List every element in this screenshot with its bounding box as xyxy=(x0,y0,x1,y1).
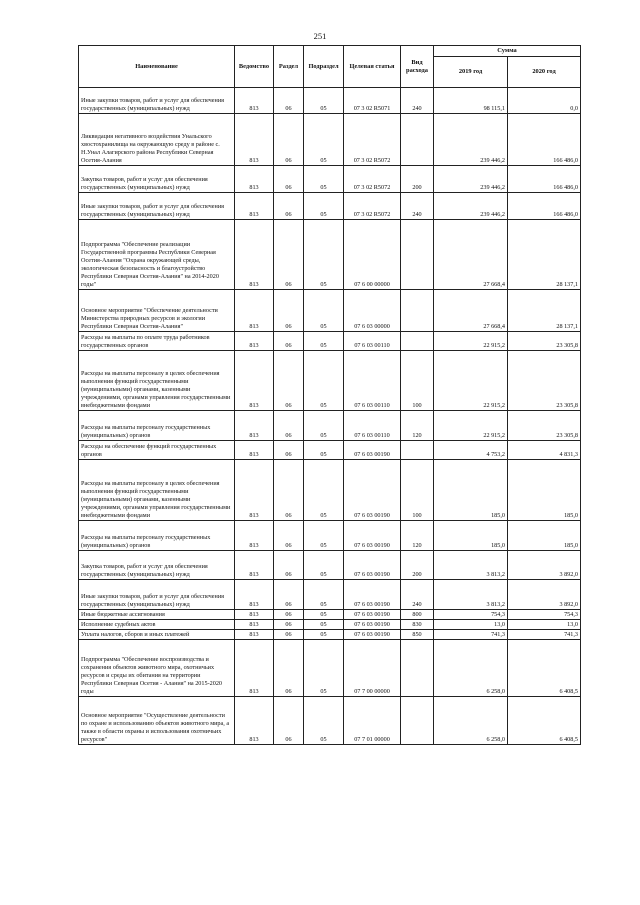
row-target-article: 07 6 03 00190 xyxy=(344,460,401,521)
row-razdel: 06 xyxy=(274,460,304,521)
row-expense-type xyxy=(401,697,434,745)
row-podrazdel: 05 xyxy=(304,697,344,745)
row-vedomstvo: 813 xyxy=(235,580,274,610)
row-target-article: 07 6 03 00190 xyxy=(344,551,401,580)
row-vedomstvo: 813 xyxy=(235,411,274,441)
table-row xyxy=(79,88,581,114)
row-razdel: 06 xyxy=(274,697,304,745)
row-amount-2020: 23 305,8 xyxy=(508,332,581,351)
row-amount-2020: 166 486,0 xyxy=(508,166,581,193)
row-amount-2019: 13,0 xyxy=(434,620,508,630)
row-vedomstvo: 813 xyxy=(235,441,274,460)
header-podrazdel: Подраздел xyxy=(304,46,344,88)
row-podrazdel: 05 xyxy=(304,114,344,166)
row-amount-2019: 239 446,2 xyxy=(434,193,508,220)
row-vedomstvo: 813 xyxy=(235,193,274,220)
table-row xyxy=(79,697,581,745)
row-razdel: 06 xyxy=(274,551,304,580)
row-name: Основное мероприятие "Осуществление деятельности по охране и использованию объектов животного мира, а также в области охраны и использования охотничьих ресурсов" xyxy=(79,697,235,745)
row-amount-2019: 4 753,2 xyxy=(434,441,508,460)
row-name: Иные бюджетные ассигнования xyxy=(79,610,235,620)
row-razdel: 06 xyxy=(274,610,304,620)
row-expense-type: 800 xyxy=(401,610,434,620)
row-razdel: 06 xyxy=(274,630,304,640)
row-amount-2020: 166 486,0 xyxy=(508,193,581,220)
table-row xyxy=(79,620,581,630)
table-row xyxy=(79,640,581,697)
row-expense-type: 200 xyxy=(401,551,434,580)
row-amount-2020: 3 892,0 xyxy=(508,580,581,610)
row-amount-2020: 3 892,0 xyxy=(508,551,581,580)
row-amount-2020: 166 486,0 xyxy=(508,114,581,166)
row-name: Закупка товаров, работ и услуг для обеспечения государственных (муниципальных) нужд xyxy=(79,166,235,193)
row-target-article: 07 6 03 00110 xyxy=(344,351,401,411)
row-vedomstvo: 813 xyxy=(235,351,274,411)
table-row xyxy=(79,290,581,332)
table-row xyxy=(79,551,581,580)
row-podrazdel: 05 xyxy=(304,290,344,332)
row-target-article: 07 6 03 00190 xyxy=(344,610,401,620)
row-amount-2019: 741,3 xyxy=(434,630,508,640)
row-amount-2019: 239 446,2 xyxy=(434,114,508,166)
row-amount-2020: 13,0 xyxy=(508,620,581,630)
header-row-top xyxy=(79,46,581,57)
row-vedomstvo: 813 xyxy=(235,697,274,745)
header-year-2019: 2019 год xyxy=(434,57,508,88)
row-expense-type: 240 xyxy=(401,88,434,114)
row-podrazdel: 05 xyxy=(304,630,344,640)
row-name: Исполнение судебных актов xyxy=(79,620,235,630)
row-name: Подпрограмма "Обеспечение воспроизводства и сохранения объектов животного мира, охотничьих ресурсов и среды их обитания на территории Республики Северная Осетия - Алания" на 2015-2020 годы xyxy=(79,640,235,697)
table-row xyxy=(79,580,581,610)
row-amount-2020: 6 408,5 xyxy=(508,697,581,745)
row-name: Подпрограмма "Обеспечение реализации Государственной программы Республики Северная Осетия-Алания "Охрана окружающей среды, экологическая безопасность и благоустройство Республики Северная Осетия-Алания" на 2014-2020 годы" xyxy=(79,220,235,290)
row-vedomstvo: 813 xyxy=(235,460,274,521)
row-name: Иные закупки товаров, работ и услуг для обеспечения государственных (муниципальных) нужд xyxy=(79,88,235,114)
header-year-2020: 2020 год xyxy=(508,57,581,88)
table-body xyxy=(79,88,581,745)
table-row xyxy=(79,610,581,620)
row-amount-2019: 185,0 xyxy=(434,460,508,521)
table-row xyxy=(79,630,581,640)
row-vedomstvo: 813 xyxy=(235,521,274,551)
row-target-article: 07 3 02 R5071 xyxy=(344,88,401,114)
row-vedomstvo: 813 xyxy=(235,114,274,166)
row-expense-type xyxy=(401,441,434,460)
row-vedomstvo: 813 xyxy=(235,610,274,620)
row-razdel: 06 xyxy=(274,580,304,610)
row-podrazdel: 05 xyxy=(304,441,344,460)
row-amount-2019: 185,0 xyxy=(434,521,508,551)
row-razdel: 06 xyxy=(274,220,304,290)
row-vedomstvo: 813 xyxy=(235,332,274,351)
row-razdel: 06 xyxy=(274,620,304,630)
table-row xyxy=(79,460,581,521)
table-row xyxy=(79,166,581,193)
row-target-article: 07 6 03 00110 xyxy=(344,332,401,351)
row-name: Ликвидация негативного воздействия Унальского хвостохранилища на окружающую среду в районе с. Н.Унал Алагирского района Республики Северная Осетия-Алания xyxy=(79,114,235,166)
row-vedomstvo: 813 xyxy=(235,640,274,697)
row-expense-type: 830 xyxy=(401,620,434,630)
row-amount-2020: 28 137,1 xyxy=(508,290,581,332)
row-amount-2019: 22 915,2 xyxy=(434,411,508,441)
row-vedomstvo: 813 xyxy=(235,620,274,630)
row-expense-type: 240 xyxy=(401,193,434,220)
row-amount-2019: 3 813,2 xyxy=(434,551,508,580)
row-amount-2020: 185,0 xyxy=(508,521,581,551)
header-razdel: Раздел xyxy=(274,46,304,88)
row-expense-type: 100 xyxy=(401,351,434,411)
row-target-article: 07 6 03 00190 xyxy=(344,521,401,551)
row-target-article: 07 3 02 R5072 xyxy=(344,166,401,193)
table-row xyxy=(79,114,581,166)
row-razdel: 06 xyxy=(274,441,304,460)
row-podrazdel: 05 xyxy=(304,351,344,411)
row-razdel: 06 xyxy=(274,640,304,697)
row-vedomstvo: 813 xyxy=(235,630,274,640)
row-razdel: 06 xyxy=(274,114,304,166)
row-target-article: 07 6 03 00190 xyxy=(344,580,401,610)
row-amount-2020: 741,3 xyxy=(508,630,581,640)
row-vedomstvo: 813 xyxy=(235,88,274,114)
table-row xyxy=(79,521,581,551)
row-podrazdel: 05 xyxy=(304,640,344,697)
row-vedomstvo: 813 xyxy=(235,166,274,193)
row-target-article: 07 6 03 00190 xyxy=(344,630,401,640)
row-amount-2019: 6 258,0 xyxy=(434,640,508,697)
row-podrazdel: 05 xyxy=(304,620,344,630)
row-expense-type xyxy=(401,290,434,332)
row-name: Расходы на выплаты по оплате труда работников государственных органов xyxy=(79,332,235,351)
row-target-article: 07 7 00 00000 xyxy=(344,640,401,697)
row-expense-type: 120 xyxy=(401,411,434,441)
row-expense-type: 120 xyxy=(401,521,434,551)
row-target-article: 07 7 01 00000 xyxy=(344,697,401,745)
row-amount-2020: 23 305,8 xyxy=(508,411,581,441)
row-podrazdel: 05 xyxy=(304,551,344,580)
row-name: Уплата налогов, сборов и иных платежей xyxy=(79,630,235,640)
row-vedomstvo: 813 xyxy=(235,551,274,580)
row-amount-2019: 3 813,2 xyxy=(434,580,508,610)
row-amount-2020: 4 831,3 xyxy=(508,441,581,460)
row-name: Расходы на выплаты персоналу государственных (муниципальных) органов xyxy=(79,411,235,441)
row-podrazdel: 05 xyxy=(304,610,344,620)
row-razdel: 06 xyxy=(274,166,304,193)
table-row xyxy=(79,411,581,441)
row-razdel: 06 xyxy=(274,351,304,411)
header-vedomstvo: Ведомство xyxy=(235,46,274,88)
row-amount-2019: 27 668,4 xyxy=(434,290,508,332)
table-row xyxy=(79,193,581,220)
row-razdel: 06 xyxy=(274,521,304,551)
row-name: Расходы на обеспечение функций государственных органов xyxy=(79,441,235,460)
header-summa: Сумма xyxy=(434,46,581,57)
row-name: Закупка товаров, работ и услуг для обеспечения государственных (муниципальных) нужд xyxy=(79,551,235,580)
table-row xyxy=(79,351,581,411)
row-amount-2020: 28 137,1 xyxy=(508,220,581,290)
row-amount-2019: 6 258,0 xyxy=(434,697,508,745)
row-razdel: 06 xyxy=(274,332,304,351)
table-row xyxy=(79,220,581,290)
row-name: Расходы на выплаты персоналу в целях обеспечения выполнения функций государственными (муниципальными) органами, казенными учреждениями, органами управления государственными внебюджетными фондами xyxy=(79,460,235,521)
row-amount-2019: 754,3 xyxy=(434,610,508,620)
row-expense-type xyxy=(401,332,434,351)
row-name: Основное мероприятие "Обеспечение деятельности Министерства природных ресурсов и экологии Республики Северная Осетия-Алания" xyxy=(79,290,235,332)
row-target-article: 07 6 03 00000 xyxy=(344,290,401,332)
row-expense-type xyxy=(401,114,434,166)
row-name: Расходы на выплаты персоналу в целях обеспечения выполнения функций государственными (муниципальными) органами, казенными учреждениями, органами управления государственными внебюджетными фондами xyxy=(79,351,235,411)
row-target-article: 07 3 02 R5072 xyxy=(344,114,401,166)
row-podrazdel: 05 xyxy=(304,411,344,441)
budget-table xyxy=(78,45,581,745)
row-razdel: 06 xyxy=(274,193,304,220)
row-expense-type: 850 xyxy=(401,630,434,640)
row-amount-2020: 754,3 xyxy=(508,610,581,620)
row-target-article: 07 6 00 00000 xyxy=(344,220,401,290)
row-vedomstvo: 813 xyxy=(235,290,274,332)
row-podrazdel: 05 xyxy=(304,166,344,193)
row-amount-2019: 239 446,2 xyxy=(434,166,508,193)
row-target-article: 07 3 02 R5072 xyxy=(344,193,401,220)
row-amount-2019: 27 668,4 xyxy=(434,220,508,290)
row-amount-2020: 185,0 xyxy=(508,460,581,521)
row-expense-type: 200 xyxy=(401,166,434,193)
row-podrazdel: 05 xyxy=(304,88,344,114)
row-razdel: 06 xyxy=(274,290,304,332)
row-podrazdel: 05 xyxy=(304,460,344,521)
row-name: Иные закупки товаров, работ и услуг для обеспечения государственных (муниципальных) нужд xyxy=(79,580,235,610)
row-vedomstvo: 813 xyxy=(235,220,274,290)
row-amount-2020: 6 408,5 xyxy=(508,640,581,697)
row-target-article: 07 6 03 00190 xyxy=(344,620,401,630)
row-podrazdel: 05 xyxy=(304,220,344,290)
header-expense-type: Вид расхода xyxy=(401,46,434,88)
row-amount-2020: 0,0 xyxy=(508,88,581,114)
header-name: Наименование xyxy=(79,46,235,88)
row-razdel: 06 xyxy=(274,411,304,441)
row-podrazdel: 05 xyxy=(304,580,344,610)
table-row xyxy=(79,332,581,351)
row-razdel: 06 xyxy=(274,88,304,114)
page-number: 251 xyxy=(313,31,327,41)
row-expense-type xyxy=(401,640,434,697)
row-podrazdel: 05 xyxy=(304,193,344,220)
table-row xyxy=(79,441,581,460)
row-name: Иные закупки товаров, работ и услуг для обеспечения государственных (муниципальных) нужд xyxy=(79,193,235,220)
row-expense-type: 100 xyxy=(401,460,434,521)
row-target-article: 07 6 03 00190 xyxy=(344,441,401,460)
row-name: Расходы на выплаты персоналу государственных (муниципальных) органов xyxy=(79,521,235,551)
row-amount-2019: 22 915,2 xyxy=(434,332,508,351)
row-podrazdel: 05 xyxy=(304,521,344,551)
row-expense-type: 240 xyxy=(401,580,434,610)
row-expense-type xyxy=(401,220,434,290)
header-target-article: Целевая статья xyxy=(344,46,401,88)
row-target-article: 07 6 03 00110 xyxy=(344,411,401,441)
row-podrazdel: 05 xyxy=(304,332,344,351)
row-amount-2020: 23 305,8 xyxy=(508,351,581,411)
row-amount-2019: 22 915,2 xyxy=(434,351,508,411)
row-amount-2019: 98 115,1 xyxy=(434,88,508,114)
